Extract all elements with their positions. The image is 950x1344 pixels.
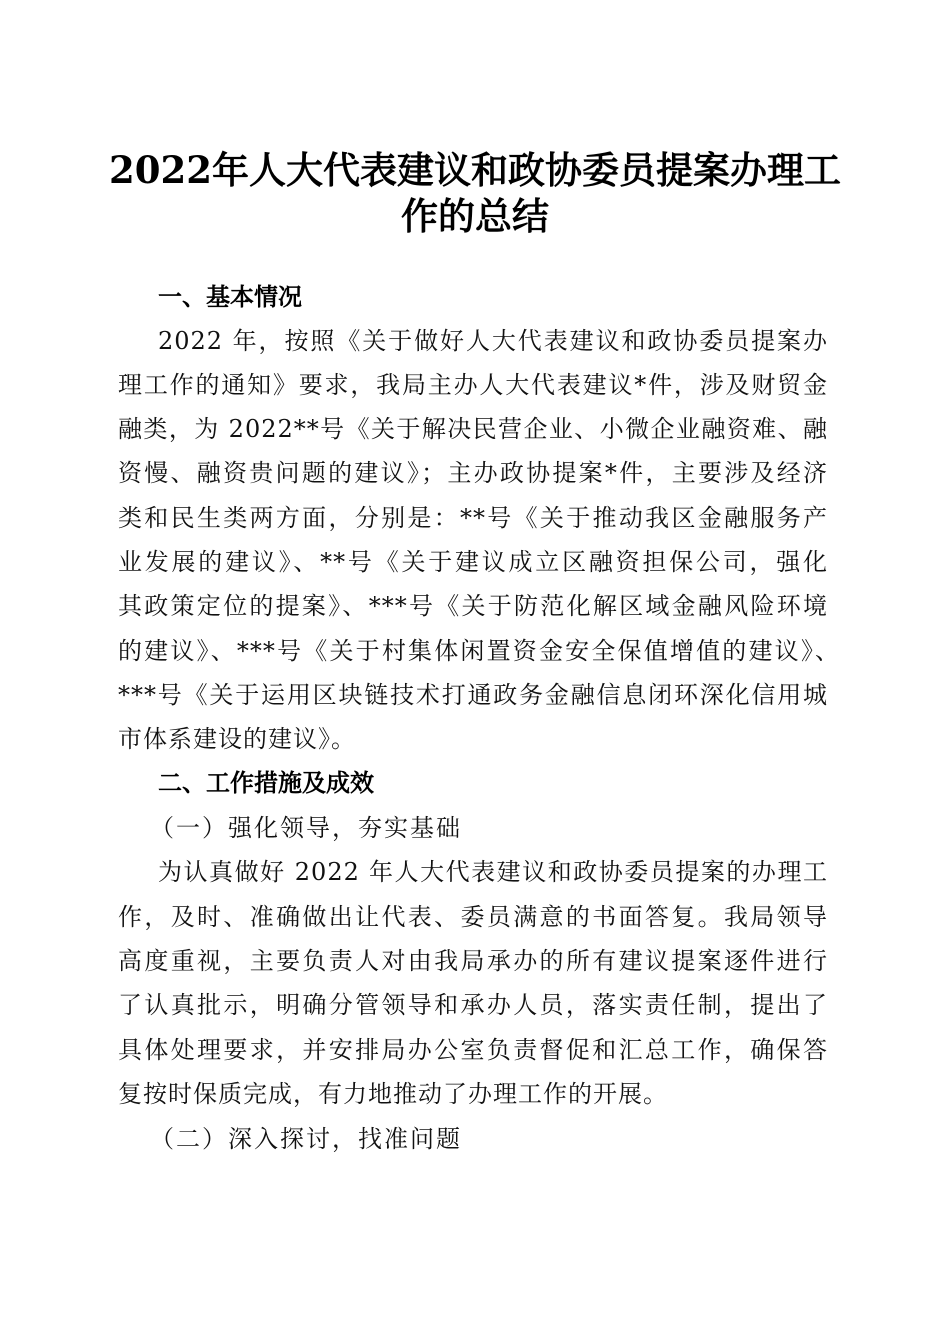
paragraph-line: 其政策定位的提案》、***号《关于防范化解区域金融风险环境 (118, 592, 828, 620)
paragraph-line: 复按时保质完成，有力地推动了办理工作的开展。 (118, 1080, 668, 1108)
paragraph-line: 资慢、融资贵问题的建议》；主办政协提案*件，主要涉及经济 (118, 459, 828, 487)
paragraph-line: 了认真批示，明确分管领导和承办人员，落实责任制，提出了 (118, 991, 828, 1019)
paragraph-line: 2022 年，按照《关于做好人大代表建议和政协委员提案办 (158, 327, 828, 355)
paragraph-line: 类和民生类两方面，分别是：**号《关于推动我区金融服务产 (118, 504, 828, 532)
section-heading-measures-results: 二、工作措施及成效 (158, 769, 374, 797)
section-heading-basic-situation: 一、基本情况 (158, 283, 302, 311)
paragraph-line: ***号《关于运用区块链技术打通政务金融信息闭环深化信用城 (118, 681, 828, 709)
paragraph-line: 融类，为 2022**号《关于解决民营企业、小微企业融资难、融 (118, 415, 828, 443)
paragraph-line: 作，及时、准确做出让代表、委员满意的书面答复。我局领导 (118, 903, 828, 931)
document-title-line-1: 2022年人大代表建议和政协委员提案办理工 (109, 148, 841, 192)
document-title-line-2: 作的总结 (401, 194, 549, 238)
paragraph-line: 为认真做好 2022 年人大代表建议和政协委员提案的办理工 (158, 858, 828, 886)
paragraph-line: 具体处理要求，并安排局办公室负责督促和汇总工作，确保答 (118, 1036, 828, 1064)
subsection-heading-leadership: （一）强化领导，夯实基础 (150, 814, 462, 842)
paragraph-line: 业发展的建议》、**号《关于建议成立区融资担保公司，强化 (118, 548, 828, 576)
subsection-heading-explore-issues: （二）深入探讨，找准问题 (150, 1125, 462, 1153)
paragraph-line: 市体系建设的建议》。 (118, 725, 356, 753)
paragraph-line: 的建议》、***号《关于村集体闲置资金安全保值增值的建议》、 (118, 637, 840, 665)
paragraph-line: 高度重视，主要负责人对由我局承办的所有建议提案逐件进行 (118, 947, 828, 975)
paragraph-line: 理工作的通知》要求，我局主办人大代表建议*件，涉及财贸金 (118, 371, 828, 399)
